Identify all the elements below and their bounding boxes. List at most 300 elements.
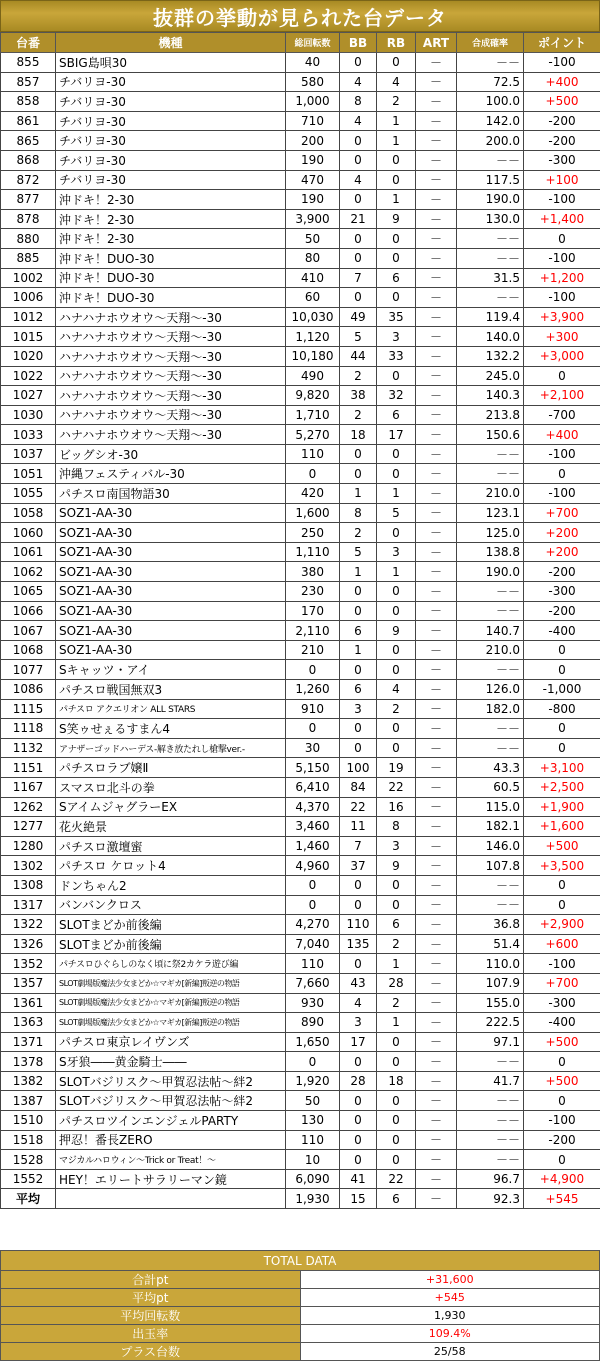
cell-bb: 4 xyxy=(340,111,377,131)
cell-points: -100 xyxy=(524,190,600,210)
table-row xyxy=(1,719,600,739)
cell-rb: 0 xyxy=(377,523,416,543)
table-row xyxy=(1,209,600,229)
cell-model: SLOTバジリスク～甲賀忍法帖～絆2 xyxy=(56,1091,286,1111)
cell-combined-rate: 97.1 xyxy=(457,1032,524,1052)
cell-model: パチスロツインエンジェルPARTY xyxy=(56,1111,286,1131)
cell-total-spins: 930 xyxy=(286,993,340,1013)
cell-points: 0 xyxy=(524,366,600,386)
cell-art: － xyxy=(416,797,457,817)
cell-model: SアイムジャグラーEX xyxy=(56,797,286,817)
cell-total-spins: 1,110 xyxy=(286,542,340,562)
cell-model: パチスロ激壇蜜 xyxy=(56,836,286,856)
cell-art: － xyxy=(416,503,457,523)
cell-total-spins: 170 xyxy=(286,601,340,621)
table-row xyxy=(1,934,600,954)
cell-art: － xyxy=(416,562,457,582)
cell-combined-rate: 115.0 xyxy=(457,797,524,817)
cell-model: SLOT劇場版魔法少女まどか☆マギカ[新編]叛逆の物語 xyxy=(56,993,286,1013)
cell-points: +3,500 xyxy=(524,856,600,876)
cell-points: +200 xyxy=(524,523,600,543)
cell-combined-rate: －－ xyxy=(457,248,524,268)
cell-model: パチスロ東京レイヴンズ xyxy=(56,1032,286,1052)
cell-combined-rate: －－ xyxy=(457,601,524,621)
cell-combined-rate: －－ xyxy=(457,719,524,739)
cell-model: SOZ1-AA-30 xyxy=(56,582,286,602)
cell-total-spins: 1,260 xyxy=(286,680,340,700)
cell-model: HEY！エリートサラリーマン鏡 xyxy=(56,1169,286,1189)
table-row xyxy=(1,895,600,915)
cell-model: アナザーゴッドハーデス-解き放たれし槍撃ver.- xyxy=(56,738,286,758)
total-label: プラス台数 xyxy=(1,1343,301,1361)
cell-total-spins: 3,900 xyxy=(286,209,340,229)
cell-total-spins: 230 xyxy=(286,582,340,602)
table-row xyxy=(1,875,600,895)
cell-bb: 0 xyxy=(340,288,377,308)
cell-bb: 0 xyxy=(340,1052,377,1072)
cell-total-spins: 10 xyxy=(286,1150,340,1170)
cell-points: -100 xyxy=(524,53,600,73)
cell-total-spins: 1,650 xyxy=(286,1032,340,1052)
cell-points: +700 xyxy=(524,503,600,523)
cell-total-spins: 0 xyxy=(286,875,340,895)
cell-total-spins: 190 xyxy=(286,190,340,210)
cell-machine-number: 1118 xyxy=(1,719,56,739)
cell-points: +500 xyxy=(524,1032,600,1052)
table-row xyxy=(1,1013,600,1033)
cell-art: － xyxy=(416,111,457,131)
cell-combined-rate: 125.0 xyxy=(457,523,524,543)
cell-rb: 6 xyxy=(377,915,416,935)
cell-machine-number: 1020 xyxy=(1,346,56,366)
cell-points: +400 xyxy=(524,72,600,92)
cell-combined-rate: －－ xyxy=(457,582,524,602)
cell-machine-number: 1006 xyxy=(1,288,56,308)
cell-total-spins: 6,410 xyxy=(286,777,340,797)
cell-rb: 0 xyxy=(377,1130,416,1150)
cell-points: 0 xyxy=(524,895,600,915)
cell-points: +1,600 xyxy=(524,817,600,837)
cell-combined-rate: 140.7 xyxy=(457,621,524,641)
cell-art: － xyxy=(416,954,457,974)
header-art: ART xyxy=(416,33,457,53)
cell-bb: 44 xyxy=(340,346,377,366)
cell-total-spins: 7,660 xyxy=(286,973,340,993)
table-row xyxy=(1,621,600,641)
cell-machine-number: 1361 xyxy=(1,993,56,1013)
cell-art: － xyxy=(416,523,457,543)
cell-points: -100 xyxy=(524,444,600,464)
cell-rb: 4 xyxy=(377,72,416,92)
cell-combined-rate: －－ xyxy=(457,1150,524,1170)
cell-rb: 5 xyxy=(377,503,416,523)
cell-rb: 32 xyxy=(377,386,416,406)
average-row xyxy=(1,1189,600,1209)
cell-art: － xyxy=(416,307,457,327)
cell-bb: 1 xyxy=(340,484,377,504)
cell-art: － xyxy=(416,993,457,1013)
cell-machine-number: 868 xyxy=(1,150,56,170)
cell-total-spins: 710 xyxy=(286,111,340,131)
table-row xyxy=(1,973,600,993)
cell-art: － xyxy=(416,1130,457,1150)
cell-combined-rate: 140.3 xyxy=(457,386,524,406)
cell-points: -200 xyxy=(524,111,600,131)
cell-art: － xyxy=(416,484,457,504)
cell-model: 沖縄フェスティバル-30 xyxy=(56,464,286,484)
cell-rb: 2 xyxy=(377,699,416,719)
cell-combined-rate: 210.0 xyxy=(457,640,524,660)
cell-art: － xyxy=(416,464,457,484)
cell-model: パチスロひぐらしのなく頃に祭2カケラ遊び編 xyxy=(56,954,286,974)
cell-points: -200 xyxy=(524,601,600,621)
cell-combined-rate: 126.0 xyxy=(457,680,524,700)
cell-rb: 0 xyxy=(377,582,416,602)
cell-total-spins: 190 xyxy=(286,150,340,170)
cell-rb: 1 xyxy=(377,111,416,131)
cell-model: パチスロ戦国無双3 xyxy=(56,680,286,700)
cell-combined-rate: 41.7 xyxy=(457,1071,524,1091)
cell-points: -200 xyxy=(524,131,600,151)
cell-rb: 3 xyxy=(377,542,416,562)
cell-points: 0 xyxy=(524,875,600,895)
cell-machine-number: 1308 xyxy=(1,875,56,895)
cell-machine-number: 1518 xyxy=(1,1130,56,1150)
cell-machine-number: 1326 xyxy=(1,934,56,954)
cell-rb: 8 xyxy=(377,817,416,837)
cell-model: 沖ドキ！2-30 xyxy=(56,209,286,229)
table-row xyxy=(1,111,600,131)
cell-points: +500 xyxy=(524,836,600,856)
cell-total-spins: 110 xyxy=(286,1130,340,1150)
table-row xyxy=(1,444,600,464)
table-row xyxy=(1,699,600,719)
cell-total-spins: 50 xyxy=(286,1091,340,1111)
cell-model: スマスロ北斗の拳 xyxy=(56,777,286,797)
cell-model: パチスロ ケロット4 xyxy=(56,856,286,876)
cell-machine-number: 1055 xyxy=(1,484,56,504)
cell-points: +2,100 xyxy=(524,386,600,406)
table-row xyxy=(1,777,600,797)
table-row xyxy=(1,425,600,445)
cell-bb: 0 xyxy=(340,229,377,249)
total-value: 1,930 xyxy=(300,1307,600,1325)
cell-points: 0 xyxy=(524,640,600,660)
total-value: 109.4% xyxy=(300,1325,600,1343)
cell-bb: 11 xyxy=(340,817,377,837)
average-rate: 92.3 xyxy=(457,1189,524,1209)
cell-model: ハナハナホウオウ～天翔～-30 xyxy=(56,366,286,386)
table-row xyxy=(1,229,600,249)
cell-rb: 3 xyxy=(377,327,416,347)
cell-combined-rate: 117.5 xyxy=(457,170,524,190)
cell-art: － xyxy=(416,131,457,151)
cell-combined-rate: －－ xyxy=(457,660,524,680)
cell-bb: 0 xyxy=(340,738,377,758)
cell-points: 0 xyxy=(524,738,600,758)
cell-bb: 22 xyxy=(340,797,377,817)
cell-combined-rate: 245.0 xyxy=(457,366,524,386)
total-row xyxy=(1,1289,600,1307)
cell-points: 0 xyxy=(524,660,600,680)
cell-total-spins: 200 xyxy=(286,131,340,151)
cell-machine-number: 1086 xyxy=(1,680,56,700)
cell-bb: 5 xyxy=(340,327,377,347)
table-row xyxy=(1,288,600,308)
cell-rb: 1 xyxy=(377,131,416,151)
cell-total-spins: 420 xyxy=(286,484,340,504)
cell-rb: 33 xyxy=(377,346,416,366)
cell-rb: 19 xyxy=(377,758,416,778)
cell-bb: 0 xyxy=(340,190,377,210)
cell-art: － xyxy=(416,542,457,562)
cell-art: － xyxy=(416,386,457,406)
cell-rb: 6 xyxy=(377,268,416,288)
cell-total-spins: 5,150 xyxy=(286,758,340,778)
table-row xyxy=(1,346,600,366)
cell-rb: 0 xyxy=(377,640,416,660)
table-row xyxy=(1,1169,600,1189)
cell-bb: 8 xyxy=(340,92,377,112)
cell-rb: 0 xyxy=(377,875,416,895)
cell-combined-rate: 182.0 xyxy=(457,699,524,719)
cell-model: 沖ドキ！DUO-30 xyxy=(56,248,286,268)
cell-machine-number: 1528 xyxy=(1,1150,56,1170)
cell-points: -400 xyxy=(524,621,600,641)
cell-model: 押忍！番長ZERO xyxy=(56,1130,286,1150)
cell-rb: 0 xyxy=(377,288,416,308)
header-combined-rate: 合成確率 xyxy=(457,33,524,53)
cell-model: SOZ1-AA-30 xyxy=(56,503,286,523)
cell-machine-number: 861 xyxy=(1,111,56,131)
cell-bb: 0 xyxy=(340,1111,377,1131)
cell-combined-rate: 60.5 xyxy=(457,777,524,797)
table-row xyxy=(1,131,600,151)
cell-points: +3,100 xyxy=(524,758,600,778)
cell-art: － xyxy=(416,856,457,876)
cell-machine-number: 1302 xyxy=(1,856,56,876)
cell-rb: 16 xyxy=(377,797,416,817)
total-row xyxy=(1,1343,600,1361)
cell-machine-number: 855 xyxy=(1,53,56,73)
cell-art: － xyxy=(416,1091,457,1111)
header-machine-number: 台番 xyxy=(1,33,56,53)
cell-art: － xyxy=(416,1071,457,1091)
total-value: +545 xyxy=(300,1289,600,1307)
cell-rb: 0 xyxy=(377,248,416,268)
cell-rb: 9 xyxy=(377,621,416,641)
cell-bb: 28 xyxy=(340,1071,377,1091)
table-row xyxy=(1,307,600,327)
cell-rb: 1 xyxy=(377,954,416,974)
cell-machine-number: 1037 xyxy=(1,444,56,464)
cell-model: SBIG島唄30 xyxy=(56,53,286,73)
cell-machine-number: 1067 xyxy=(1,621,56,641)
cell-points: -800 xyxy=(524,699,600,719)
cell-total-spins: 490 xyxy=(286,366,340,386)
cell-machine-number: 1262 xyxy=(1,797,56,817)
cell-art: － xyxy=(416,190,457,210)
cell-bb: 0 xyxy=(340,954,377,974)
cell-machine-number: 1378 xyxy=(1,1052,56,1072)
cell-machine-number: 1132 xyxy=(1,738,56,758)
cell-bb: 7 xyxy=(340,268,377,288)
cell-points: -300 xyxy=(524,582,600,602)
cell-total-spins: 890 xyxy=(286,1013,340,1033)
cell-machine-number: 1060 xyxy=(1,523,56,543)
cell-total-spins: 3,460 xyxy=(286,817,340,837)
cell-points: 0 xyxy=(524,464,600,484)
cell-total-spins: 110 xyxy=(286,954,340,974)
cell-total-spins: 2,110 xyxy=(286,621,340,641)
cell-combined-rate: 123.1 xyxy=(457,503,524,523)
cell-combined-rate: 190.0 xyxy=(457,562,524,582)
cell-machine-number: 1068 xyxy=(1,640,56,660)
cell-rb: 9 xyxy=(377,856,416,876)
average-points: +545 xyxy=(524,1189,600,1209)
cell-combined-rate: －－ xyxy=(457,1052,524,1072)
cell-machine-number: 1015 xyxy=(1,327,56,347)
cell-machine-number: 1065 xyxy=(1,582,56,602)
cell-rb: 1 xyxy=(377,190,416,210)
cell-combined-rate: －－ xyxy=(457,229,524,249)
cell-rb: 0 xyxy=(377,444,416,464)
cell-rb: 9 xyxy=(377,209,416,229)
cell-bb: 100 xyxy=(340,758,377,778)
cell-model: バンバンクロス xyxy=(56,895,286,915)
cell-art: － xyxy=(416,346,457,366)
cell-combined-rate: －－ xyxy=(457,1111,524,1131)
cell-model: SLOTバジリスク～甲賀忍法帖～絆2 xyxy=(56,1071,286,1091)
cell-rb: 0 xyxy=(377,1091,416,1111)
average-label: 平均 xyxy=(1,1189,56,1209)
cell-points: 0 xyxy=(524,1150,600,1170)
cell-combined-rate: 107.9 xyxy=(457,973,524,993)
table-row xyxy=(1,915,600,935)
table-row xyxy=(1,797,600,817)
cell-machine-number: 885 xyxy=(1,248,56,268)
cell-art: － xyxy=(416,1111,457,1131)
table-row xyxy=(1,366,600,386)
cell-model: SOZ1-AA-30 xyxy=(56,601,286,621)
cell-points: 0 xyxy=(524,719,600,739)
cell-combined-rate: 36.8 xyxy=(457,915,524,935)
cell-total-spins: 0 xyxy=(286,464,340,484)
cell-rb: 2 xyxy=(377,934,416,954)
cell-bb: 4 xyxy=(340,170,377,190)
cell-bb: 7 xyxy=(340,836,377,856)
cell-bb: 1 xyxy=(340,562,377,582)
cell-bb: 1 xyxy=(340,640,377,660)
cell-points: +2,500 xyxy=(524,777,600,797)
cell-total-spins: 1,120 xyxy=(286,327,340,347)
table-row xyxy=(1,327,600,347)
cell-machine-number: 880 xyxy=(1,229,56,249)
table-row xyxy=(1,1032,600,1052)
table-row xyxy=(1,738,600,758)
cell-rb: 0 xyxy=(377,1032,416,1052)
cell-model: ビッグシオ-30 xyxy=(56,444,286,464)
cell-total-spins: 0 xyxy=(286,895,340,915)
cell-combined-rate: 132.2 xyxy=(457,346,524,366)
cell-art: － xyxy=(416,444,457,464)
cell-total-spins: 50 xyxy=(286,229,340,249)
cell-rb: 18 xyxy=(377,1071,416,1091)
cell-points: +2,900 xyxy=(524,915,600,935)
cell-rb: 0 xyxy=(377,738,416,758)
cell-rb: 0 xyxy=(377,53,416,73)
cell-total-spins: 0 xyxy=(286,1052,340,1072)
cell-model: パチスロ アクエリオン ALL STARS xyxy=(56,699,286,719)
cell-bb: 4 xyxy=(340,72,377,92)
table-row xyxy=(1,92,600,112)
cell-art: － xyxy=(416,621,457,641)
total-row xyxy=(1,1271,600,1289)
cell-machine-number: 1322 xyxy=(1,915,56,935)
table-row xyxy=(1,150,600,170)
cell-total-spins: 210 xyxy=(286,640,340,660)
cell-combined-rate: 150.6 xyxy=(457,425,524,445)
cell-total-spins: 1,710 xyxy=(286,405,340,425)
cell-rb: 3 xyxy=(377,836,416,856)
cell-machine-number: 872 xyxy=(1,170,56,190)
cell-rb: 6 xyxy=(377,405,416,425)
cell-total-spins: 7,040 xyxy=(286,934,340,954)
average-rb: 6 xyxy=(377,1189,416,1209)
table-row xyxy=(1,660,600,680)
cell-rb: 4 xyxy=(377,680,416,700)
cell-bb: 0 xyxy=(340,719,377,739)
cell-art: － xyxy=(416,875,457,895)
cell-points: +1,200 xyxy=(524,268,600,288)
cell-art: － xyxy=(416,209,457,229)
table-row xyxy=(1,640,600,660)
cell-model: チバリヨ-30 xyxy=(56,111,286,131)
cell-art: － xyxy=(416,248,457,268)
table-row xyxy=(1,503,600,523)
cell-combined-rate: 96.7 xyxy=(457,1169,524,1189)
cell-total-spins: 1,000 xyxy=(286,92,340,112)
cell-machine-number: 857 xyxy=(1,72,56,92)
cell-bb: 0 xyxy=(340,1130,377,1150)
cell-rb: 0 xyxy=(377,170,416,190)
cell-total-spins: 0 xyxy=(286,719,340,739)
cell-art: － xyxy=(416,1150,457,1170)
cell-bb: 0 xyxy=(340,150,377,170)
cell-bb: 18 xyxy=(340,425,377,445)
cell-rb: 28 xyxy=(377,973,416,993)
average-blank-cell xyxy=(56,1189,286,1209)
cell-total-spins: 1,600 xyxy=(286,503,340,523)
cell-combined-rate: 190.0 xyxy=(457,190,524,210)
cell-combined-rate: 100.0 xyxy=(457,92,524,112)
cell-machine-number: 1510 xyxy=(1,1111,56,1131)
cell-machine-number: 865 xyxy=(1,131,56,151)
cell-bb: 43 xyxy=(340,973,377,993)
cell-art: － xyxy=(416,601,457,621)
table-header-row xyxy=(1,33,600,53)
cell-bb: 4 xyxy=(340,993,377,1013)
cell-points: 0 xyxy=(524,229,600,249)
cell-points: -100 xyxy=(524,1111,600,1131)
cell-bb: 21 xyxy=(340,209,377,229)
cell-art: － xyxy=(416,170,457,190)
cell-combined-rate: －－ xyxy=(457,738,524,758)
header-bb: BB xyxy=(340,33,377,53)
total-row xyxy=(1,1307,600,1325)
total-value: +31,600 xyxy=(300,1271,600,1289)
cell-combined-rate: 107.8 xyxy=(457,856,524,876)
